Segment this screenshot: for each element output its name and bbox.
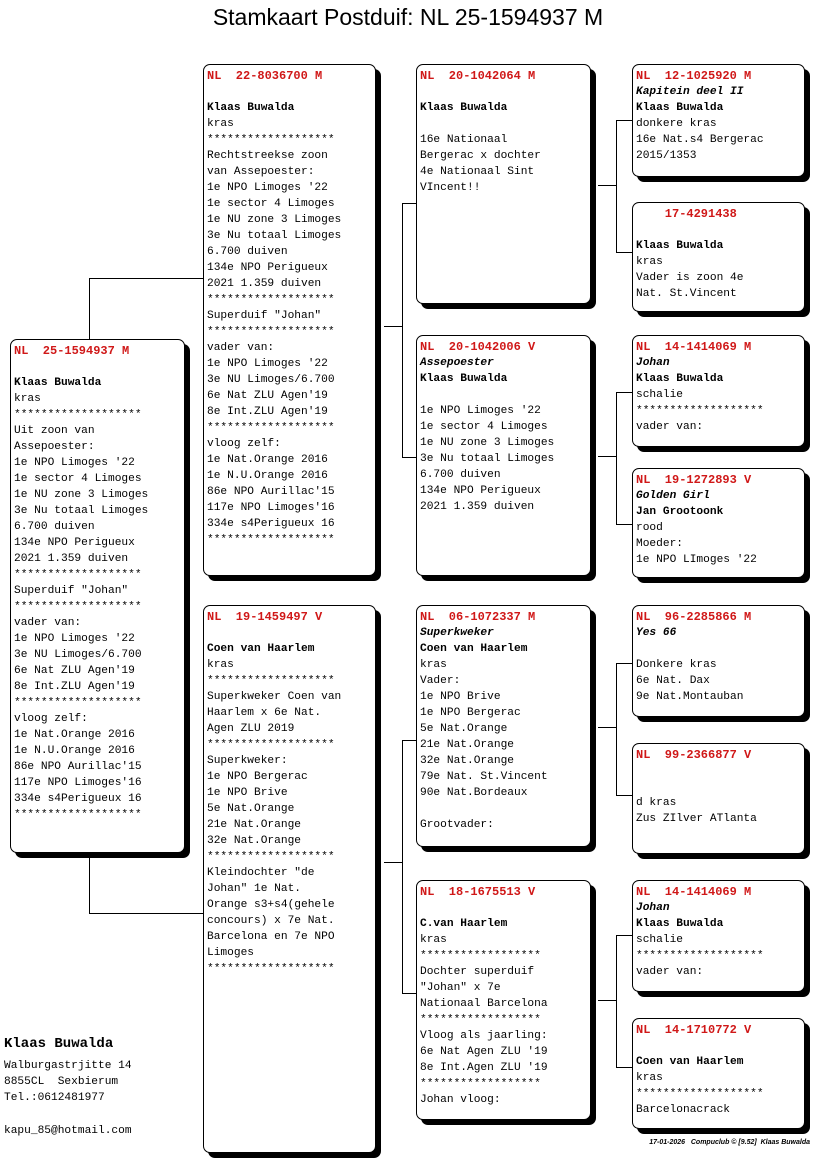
breeder-name: Klaas Buwalda — [14, 377, 102, 389]
card-line: 86e NPO Aurillac'15 — [14, 761, 142, 773]
connector-line — [616, 120, 632, 121]
pigeon-name: Golden Girl — [636, 490, 710, 502]
card-line — [420, 387, 590, 403]
card-line: 1e N.U.Orange 2016 — [14, 745, 135, 757]
card-line: Nationaal Barcelona — [420, 998, 548, 1010]
card-line: vader van: — [14, 617, 82, 629]
card-line: 2021 1.359 duiven — [420, 501, 535, 513]
card-line: ******************* — [207, 963, 335, 975]
card-line: Superduif "Johan" — [207, 310, 322, 322]
ring-number: 17-4291438 — [636, 207, 737, 221]
card-line: van Assepoester: — [207, 166, 315, 178]
card-line: ****************** — [420, 1078, 541, 1090]
pigeon-card-mother-mother[interactable] — [416, 880, 591, 1120]
ring-number: NL 20-1042006 V — [420, 340, 536, 354]
ring-number: NL 14-1414069 M — [636, 885, 752, 899]
card-line: schalie — [636, 934, 683, 946]
card-line: Rechtstreekse zoon — [207, 150, 328, 162]
owner-name: Klaas Buwalda — [4, 1036, 114, 1052]
card-line: kras — [636, 1072, 663, 1084]
card-line: "Johan" x 7e — [420, 982, 501, 994]
pigeon-card-mother-father[interactable] — [416, 605, 591, 847]
card-line: Superduif "Johan" — [14, 585, 129, 597]
card-line: 3e Nu totaal Limoges — [420, 453, 555, 465]
card-line: ******************* — [207, 675, 335, 687]
card-line: 134e NPO Perigueux — [207, 262, 328, 274]
card-line — [420, 801, 590, 817]
card-line: Limoges — [207, 947, 254, 959]
card-line: 3e NU Limoges/6.700 — [14, 649, 142, 661]
card-line: 2015/1353 — [636, 150, 697, 162]
connector-line — [89, 278, 204, 279]
owner-city: 8855CL Sexbierum — [4, 1076, 119, 1088]
card-line: 6e Nat Agen ZLU '19 — [420, 1046, 548, 1058]
card-line: rood — [636, 522, 663, 534]
card-line: kras — [14, 393, 41, 405]
connector-line — [616, 392, 632, 393]
card-line: 6e Nat. Dax — [636, 675, 710, 687]
card-line: VIncent!! — [420, 182, 481, 194]
card-line: 334e s4Perigueux 16 — [14, 793, 142, 805]
breeder-name: Coen van Haarlem — [207, 643, 315, 655]
card-line: ******************* — [207, 294, 335, 306]
card-line — [207, 84, 375, 100]
card-line: 1e NPO LImoges '22 — [636, 554, 757, 566]
card-line: 134e NPO Perigueux — [14, 537, 135, 549]
card-line: vader van: — [636, 966, 704, 978]
card-line: vloog zelf: — [207, 438, 281, 450]
card-line: ******************* — [207, 534, 335, 546]
card-line: 1e NPO Limoges '22 — [207, 358, 328, 370]
pigeon-card-father[interactable] — [203, 64, 376, 576]
card-line: ****************** — [420, 1014, 541, 1026]
ring-number: NL 19-1459497 V — [207, 610, 323, 624]
card-line: 1e Nat.Orange 2016 — [207, 454, 328, 466]
connector-line — [616, 252, 632, 253]
card-line: Haarlem x 6e Nat. — [207, 707, 322, 719]
connector-line — [616, 1067, 632, 1068]
pigeon-name: Johan — [636, 357, 670, 369]
card-line: ******************* — [636, 1088, 764, 1100]
breeder-name: Klaas Buwalda — [207, 102, 295, 114]
card-line: 6e Nat ZLU Agen'19 — [207, 390, 328, 402]
card-line: 6.700 duiven — [207, 246, 288, 258]
card-line: 16e Nat.s4 Bergerac — [636, 134, 764, 146]
card-line: Assepoester: — [14, 441, 95, 453]
card-line: 1e NU zone 3 Limoges — [207, 214, 342, 226]
breeder-name: Klaas Buwalda — [636, 373, 724, 385]
card-line: 21e Nat.Orange — [207, 819, 301, 831]
card-line: 1e NPO Bergerac — [420, 707, 521, 719]
card-line: 6.700 duiven — [420, 469, 501, 481]
card-line: concours) x 7e Nat. — [207, 915, 335, 927]
connector-line — [616, 935, 617, 1068]
breeder-name: C.van Haarlem — [420, 918, 508, 930]
owner-email[interactable]: kapu_85@hotmail.com — [4, 1125, 132, 1137]
connector-line — [616, 663, 617, 796]
breeder-name: Klaas Buwalda — [636, 918, 724, 930]
card-line — [420, 116, 590, 132]
ring-number: NL 22-8036700 M — [207, 69, 323, 83]
card-line: Kleindochter "de — [207, 867, 315, 879]
card-line: Vader: — [420, 675, 461, 687]
card-line: 16e Nationaal — [420, 134, 508, 146]
card-line: Johan vloog: — [420, 1094, 501, 1106]
card-line: ******************* — [14, 697, 142, 709]
connector-line — [616, 935, 632, 936]
breeder-name: Coen van Haarlem — [420, 643, 528, 655]
ring-number: NL 12-1025920 M — [636, 69, 752, 83]
connector-line — [616, 120, 617, 253]
card-line: kras — [420, 659, 447, 671]
pigeon-card-mother-father-mother[interactable] — [632, 743, 805, 854]
card-line: Barcelona en 7e NPO — [207, 931, 335, 943]
pigeon-name: Superkweker — [420, 627, 494, 639]
pigeon-card-father-father[interactable] — [416, 64, 591, 304]
pigeon-card-subject[interactable] — [10, 339, 185, 853]
card-line: 2021 1.359 duiven — [14, 553, 129, 565]
card-line: Donkere kras — [636, 659, 717, 671]
connector-line — [616, 663, 632, 664]
card-line: ******************* — [207, 422, 335, 434]
card-line: 1e NPO Brive — [420, 691, 501, 703]
card-line: Dochter superduif — [420, 966, 535, 978]
card-line: 334e s4Perigueux 16 — [207, 518, 335, 530]
connector-line — [384, 862, 403, 863]
connector-line — [89, 858, 90, 914]
card-line: 1e NPO Limoges '22 — [207, 182, 328, 194]
page-title: Stamkaart Postduif: NL 25-1594937 M — [212, 4, 604, 30]
ring-number: NL 14-1710772 V — [636, 1023, 752, 1037]
card-line: 2021 1.359 duiven — [207, 278, 322, 290]
card-line: Vloog als jaarling: — [420, 1030, 548, 1042]
card-line — [636, 763, 804, 779]
card-line: ******************* — [207, 739, 335, 751]
breeder-name: Klaas Buwalda — [636, 102, 724, 114]
card-line: Orange s3+s4(gehele — [207, 899, 335, 911]
card-line — [420, 900, 590, 916]
pigeon-card-mother-mother-mother[interactable] — [632, 1018, 805, 1129]
card-line: ******************* — [207, 851, 335, 863]
breeder-name: Klaas Buwalda — [636, 240, 724, 252]
connector-line — [402, 740, 417, 741]
card-line: 8e Int.ZLU Agen'19 — [207, 406, 328, 418]
connector-line — [89, 913, 204, 914]
card-line: 86e NPO Aurillac'15 — [207, 486, 335, 498]
card-line: 5e Nat.Orange — [207, 803, 295, 815]
connector-line — [402, 203, 417, 204]
owner-phone: Tel.:0612481977 — [4, 1092, 105, 1104]
card-line — [636, 641, 804, 657]
card-line: 8e Int.Agen ZLU '19 — [420, 1062, 548, 1074]
pigeon-card-mother-father-father[interactable] — [632, 605, 805, 717]
pigeon-name: Yes 66 — [636, 627, 677, 639]
card-line: donkere kras — [636, 118, 717, 130]
card-line — [636, 222, 804, 238]
card-line: kras — [636, 256, 663, 268]
connector-line — [402, 993, 417, 994]
card-line: 1e NPO Limoges '22 — [420, 405, 541, 417]
card-line: Johan" 1e Nat. — [207, 883, 301, 895]
card-line: 117e NPO Limoges'16 — [14, 777, 142, 789]
connector-line — [402, 203, 403, 458]
card-line: Grootvader: — [420, 819, 494, 831]
footer-credit: 17-01-2026 Compuclub © [9.52] Klaas Buwalda — [649, 1139, 810, 1146]
card-line: 1e NU zone 3 Limoges — [14, 489, 149, 501]
connector-line — [598, 727, 617, 728]
card-line: 90e Nat.Bordeaux — [420, 787, 528, 799]
card-line: ******************* — [14, 409, 142, 421]
breeder-name: Coen van Haarlem — [636, 1056, 744, 1068]
ring-number: NL 99-2366877 V — [636, 748, 752, 762]
pigeon-card-father-mother[interactable] — [416, 335, 591, 576]
connector-line — [598, 1000, 617, 1001]
card-line: kras — [207, 659, 234, 671]
owner-address: Walburgastrjitte 14 — [4, 1060, 132, 1072]
card-line — [420, 84, 590, 100]
card-line: 32e Nat.Orange — [420, 755, 514, 767]
pigeon-card-father-father-father[interactable] — [632, 64, 805, 177]
connector-line — [402, 740, 403, 994]
pigeon-name: Johan — [636, 902, 670, 914]
card-line: Superkweker Coen van — [207, 691, 342, 703]
card-line: ******************* — [14, 809, 142, 821]
connector-line — [598, 456, 617, 457]
card-line: 6.700 duiven — [14, 521, 95, 533]
card-line: Nat. St.Vincent — [636, 288, 737, 300]
card-line: 1e NU zone 3 Limoges — [420, 437, 555, 449]
card-line: ******************* — [207, 134, 335, 146]
card-line: 1e NPO Limoges '22 — [14, 457, 135, 469]
card-line: 3e NU Limoges/6.700 — [207, 374, 335, 386]
card-line — [636, 1038, 804, 1054]
card-line: Agen ZLU 2019 — [207, 723, 295, 735]
card-line: 4e Nationaal Sint — [420, 166, 535, 178]
card-line: 79e Nat. St.Vincent — [420, 771, 548, 783]
card-line: 134e NPO Perigueux — [420, 485, 541, 497]
card-line: 1e NPO Bergerac — [207, 771, 308, 783]
pigeon-name: Assepoester — [420, 357, 494, 369]
card-line: 21e Nat.Orange — [420, 739, 514, 751]
card-line: d kras — [636, 797, 677, 809]
ring-number: NL 14-1414069 M — [636, 340, 752, 354]
connector-line — [616, 392, 617, 525]
pigeon-card-mother-mother-father[interactable] — [632, 880, 805, 992]
card-line: vader van: — [207, 342, 275, 354]
card-line: 1e sector 4 Limoges — [14, 473, 142, 485]
card-line: 1e NPO Limoges '22 — [14, 633, 135, 645]
pigeon-card-father-mother-father[interactable] — [632, 335, 805, 447]
card-line: 1e sector 4 Limoges — [207, 198, 335, 210]
card-line: Bergerac x dochter — [420, 150, 541, 162]
card-line: kras — [420, 934, 447, 946]
card-line: ******************* — [14, 569, 142, 581]
card-line: 32e Nat.Orange — [207, 835, 301, 847]
card-line: 1e NPO Brive — [207, 787, 288, 799]
breeder-name: Jan Grootoonk — [636, 506, 724, 518]
connector-line — [616, 795, 632, 796]
card-line: 8e Int.ZLU Agen'19 — [14, 681, 135, 693]
card-line: 1e Nat.Orange 2016 — [14, 729, 135, 741]
card-line: Zus ZIlver ATlanta — [636, 813, 757, 825]
ring-number: NL 20-1042064 M — [420, 69, 536, 83]
card-line: Superkweker: — [207, 755, 288, 767]
card-line: ******************* — [636, 405, 764, 417]
ring-number: NL 25-1594937 M — [14, 344, 130, 358]
card-line: Moeder: — [636, 538, 683, 550]
card-line: ****************** — [420, 950, 541, 962]
card-line: vloog zelf: — [14, 713, 88, 725]
card-line — [207, 625, 375, 641]
card-line: vader van: — [636, 421, 704, 433]
breeder-name: Klaas Buwalda — [420, 373, 508, 385]
connector-line — [402, 457, 417, 458]
card-line: Barcelonacrack — [636, 1104, 730, 1116]
pigeon-card-mother[interactable] — [203, 605, 376, 1153]
card-line: schalie — [636, 389, 683, 401]
card-line: 3e Nu totaal Limoges — [207, 230, 342, 242]
card-line: 6e Nat ZLU Agen'19 — [14, 665, 135, 677]
card-line: 5e Nat.Orange — [420, 723, 508, 735]
pigeon-name: Kapitein deel II — [636, 86, 744, 98]
pigeon-card-father-father-mother[interactable] — [632, 202, 805, 312]
card-line: Vader is zoon 4e — [636, 272, 744, 284]
ring-number: NL 06-1072337 M — [420, 610, 536, 624]
card-line: 9e Nat.Montauban — [636, 691, 744, 703]
breeder-name: Klaas Buwalda — [420, 102, 508, 114]
connector-line — [598, 185, 617, 186]
connector-line — [89, 278, 90, 340]
ring-number: NL 19-1272893 V — [636, 473, 752, 487]
card-line: Uit zoon van — [14, 425, 95, 437]
card-line: 1e sector 4 Limoges — [420, 421, 548, 433]
card-line — [14, 359, 184, 375]
card-line: ******************* — [14, 601, 142, 613]
card-line: kras — [207, 118, 234, 130]
card-line: 1e N.U.Orange 2016 — [207, 470, 328, 482]
connector-line — [616, 524, 632, 525]
pigeon-card-father-mother-mother[interactable] — [632, 468, 805, 578]
card-line: 3e Nu totaal Limoges — [14, 505, 149, 517]
ring-number: NL 96-2285866 M — [636, 610, 752, 624]
card-line: ******************* — [636, 950, 764, 962]
card-line: ******************* — [207, 326, 335, 338]
ring-number: NL 18-1675513 V — [420, 885, 536, 899]
connector-line — [384, 326, 403, 327]
card-line — [636, 779, 804, 795]
card-line: 117e NPO Limoges'16 — [207, 502, 335, 514]
